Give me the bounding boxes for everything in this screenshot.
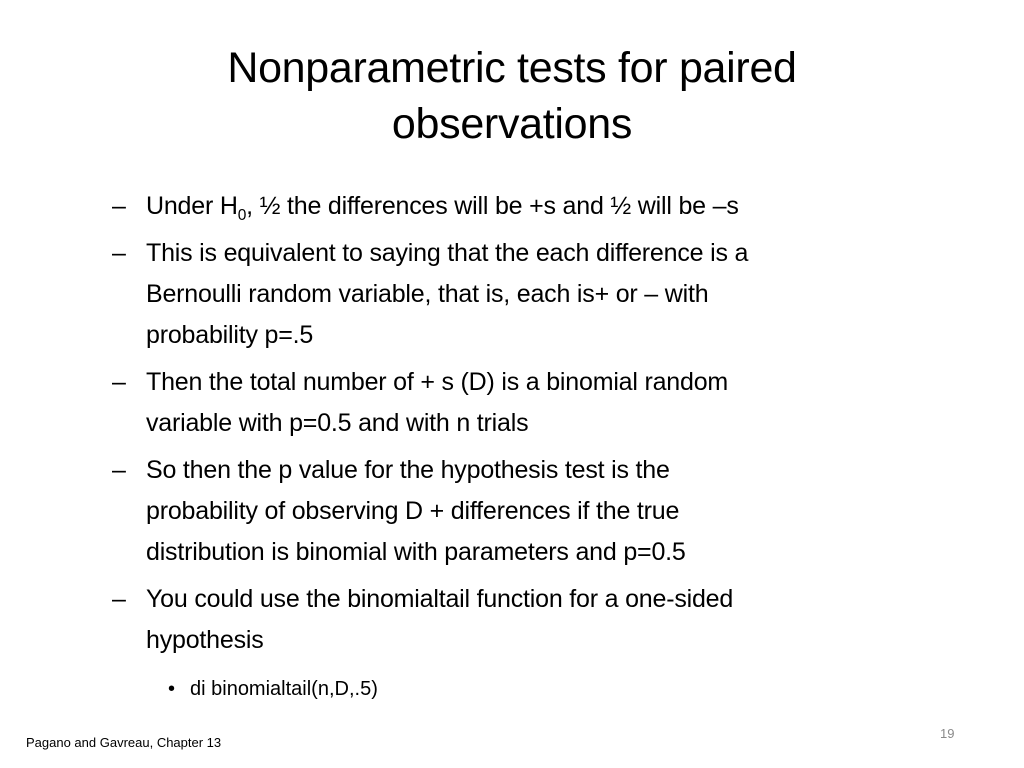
page-number: 19 (940, 726, 955, 741)
bullet-line: hypothesis (146, 626, 264, 654)
bullet-text-pre: Under H (146, 192, 238, 220)
subscript-zero: 0 (237, 207, 247, 224)
footer-citation: Pagano and Gavreau, Chapter 13 (26, 735, 222, 750)
bullet-dash: – (112, 456, 126, 484)
bullet-line: So then the p value for the hypothesis test is the (146, 456, 670, 484)
title-line-1: Nonparametric tests for paired (227, 44, 797, 92)
bullet-line: Bernoulli random variable, that is, each is+ or – with (146, 280, 709, 308)
title-line-2: observations (391, 100, 633, 148)
bullet-dash: – (112, 585, 126, 613)
bullet-list (112, 186, 942, 667)
bullet-line: Then the total number of + s (D) is a binomial random (146, 368, 729, 396)
bullet-item-1 (112, 186, 942, 227)
bullet-line: You could use the binomialtail function for a one-sided (146, 585, 734, 613)
bullet-line: This is equivalent to saying that the each difference is a (146, 239, 749, 267)
bullet-line: variable with p=0.5 and with n trials (146, 409, 529, 437)
bullet-item-5 (112, 579, 942, 661)
bullet-text (146, 186, 942, 227)
bullet-line: probability p=.5 (146, 321, 314, 349)
bullet-line: probability of observing D + differences if the true (146, 497, 680, 525)
sub-bullet-dot: • (168, 678, 176, 700)
bullet-item-2 (112, 233, 942, 356)
bullet-text-post: , ½ the differences will be +s and ½ will be –s (246, 192, 739, 220)
slide-title (112, 40, 912, 152)
bullet-item-3 (112, 362, 942, 444)
bullet-dash: – (112, 239, 126, 267)
bullet-item-4 (112, 450, 942, 573)
sub-bullet-item (112, 674, 942, 704)
bullet-dash: – (112, 192, 126, 220)
sub-bullet-list (112, 676, 942, 704)
bullet-dash: – (112, 368, 126, 396)
bullet-line: distribution is binomial with parameters and p=0.5 (146, 538, 686, 566)
sub-bullet-text: di binomialtail(n,D,.5) (190, 678, 378, 700)
